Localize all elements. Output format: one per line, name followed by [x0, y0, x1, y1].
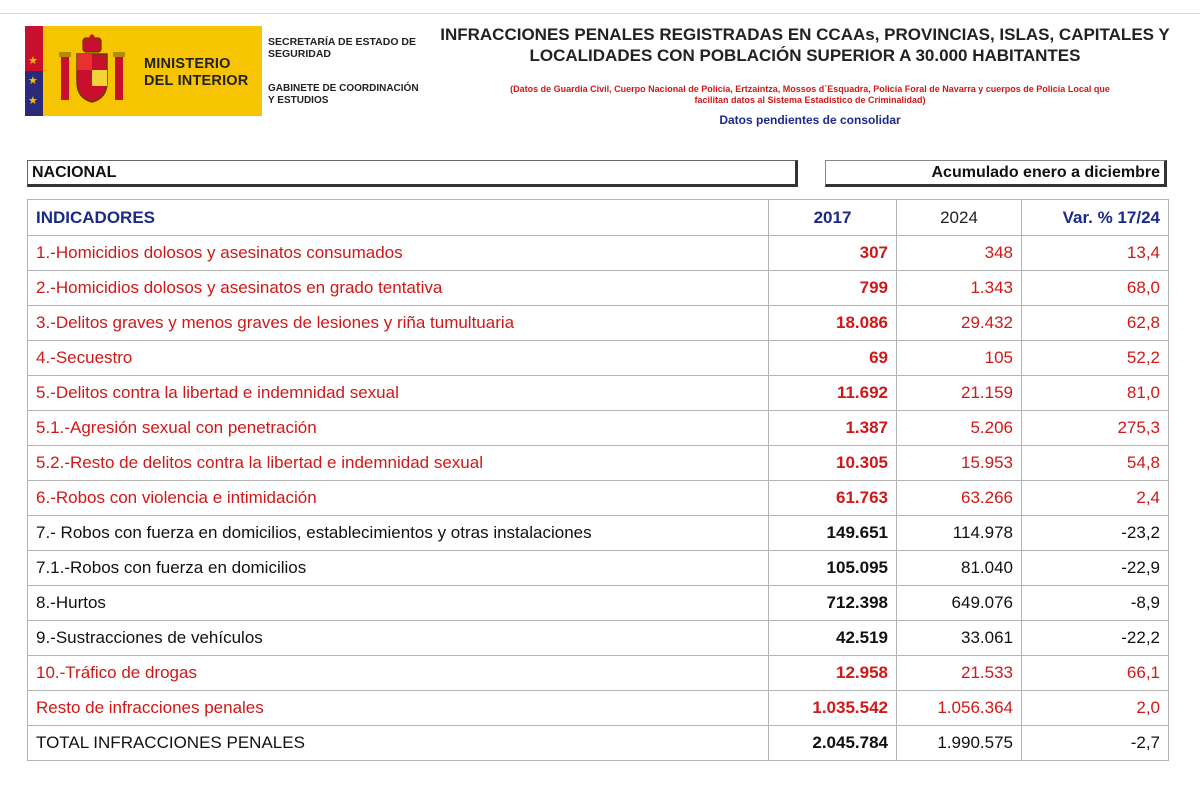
variation-percent: 66,1	[1022, 656, 1169, 691]
value-2017: 10.305	[769, 446, 897, 481]
indicator-label: 3.-Delitos graves y menos graves de lesiones y riña tumultuaria	[28, 306, 769, 341]
table-row	[28, 341, 1169, 376]
table-row	[28, 481, 1169, 516]
table-row	[28, 726, 1169, 761]
gabinete-label: GABINETE DE COORDINACIÓN Y ESTUDIOS	[268, 83, 419, 106]
report-title: INFRACCIONES PENALES REGISTRADAS EN CCAAs, PROVINCIAS, ISLAS, CAPITALES Y LOCALIDADES CON POBLACIÓN SUPERIOR A 30.000 HABITANTES	[440, 25, 1170, 65]
table-row	[28, 551, 1169, 586]
variation-percent: -22,9	[1022, 551, 1169, 586]
indicator-label: 9.-Sustracciones de vehículos	[28, 621, 769, 656]
value-2024: 33.061	[897, 621, 1022, 656]
value-2024: 114.978	[897, 516, 1022, 551]
indicator-label: 10.-Tráfico de drogas	[28, 656, 769, 691]
variation-percent: 68,0	[1022, 271, 1169, 306]
variation-percent: 81,0	[1022, 376, 1169, 411]
indicator-label: 2.-Homicidios dolosos y asesinatos en grado tentativa	[28, 271, 769, 306]
value-2017: 105.095	[769, 551, 897, 586]
value-2017: 11.692	[769, 376, 897, 411]
value-2024: 649.076	[897, 586, 1022, 621]
indicator-label: 5.1.-Agresión sexual con penetración	[28, 411, 769, 446]
value-2017: 799	[769, 271, 897, 306]
top-divider	[0, 13, 1200, 14]
value-2024: 105	[897, 341, 1022, 376]
value-2024: 348	[897, 236, 1022, 271]
variation-percent: -23,2	[1022, 516, 1169, 551]
value-2017: 307	[769, 236, 897, 271]
value-2024: 1.990.575	[897, 726, 1022, 761]
indicator-label: 7.- Robos con fuerza en domicilios, establecimientos y otras instalaciones	[28, 516, 769, 551]
table-row	[28, 411, 1169, 446]
ministry-name: MINISTERIO DEL INTERIOR	[144, 56, 249, 89]
period-box: Acumulado enero a diciembre	[825, 160, 1167, 187]
pending-notice: Datos pendientes de consolidar	[719, 113, 901, 127]
variation-percent: 13,4	[1022, 236, 1169, 271]
value-2024: 81.040	[897, 551, 1022, 586]
scope-box: NACIONAL	[27, 160, 798, 187]
table-row	[28, 271, 1169, 306]
variation-percent: 62,8	[1022, 306, 1169, 341]
indicator-label: 5.-Delitos contra la libertad e indemnidad sexual	[28, 376, 769, 411]
coat-of-arms-icon	[57, 34, 127, 110]
header-variation: Var. % 17/24	[1022, 200, 1169, 236]
crime-table	[27, 199, 1169, 761]
value-2017: 42.519	[769, 621, 897, 656]
indicator-label: Resto de infracciones penales	[28, 691, 769, 726]
value-2024: 29.432	[897, 306, 1022, 341]
value-2024: 1.343	[897, 271, 1022, 306]
variation-percent: 275,3	[1022, 411, 1169, 446]
value-2017: 2.045.784	[769, 726, 897, 761]
value-2017: 1.387	[769, 411, 897, 446]
value-2017: 69	[769, 341, 897, 376]
variation-percent: -8,9	[1022, 586, 1169, 621]
variation-percent: -2,7	[1022, 726, 1169, 761]
variation-percent: 2,4	[1022, 481, 1169, 516]
table-row	[28, 516, 1169, 551]
value-2017: 18.086	[769, 306, 897, 341]
table-row	[28, 691, 1169, 726]
value-2024: 1.056.364	[897, 691, 1022, 726]
indicator-label: 4.-Secuestro	[28, 341, 769, 376]
table-row	[28, 446, 1169, 481]
table-row	[28, 236, 1169, 271]
variation-percent: -22,2	[1022, 621, 1169, 656]
table-row	[28, 376, 1169, 411]
indicator-label: 5.2.-Resto de delitos contra la libertad e indemnidad sexual	[28, 446, 769, 481]
indicator-label: 6.-Robos con violencia e intimidación	[28, 481, 769, 516]
value-2017: 712.398	[769, 586, 897, 621]
value-2017: 12.958	[769, 656, 897, 691]
header-indicadores: INDICADORES	[28, 200, 769, 236]
variation-percent: 54,8	[1022, 446, 1169, 481]
secretaria-label: SECRETARÍA DE ESTADO DE SEGURIDAD	[268, 36, 416, 60]
table-row	[28, 621, 1169, 656]
value-2024: 21.159	[897, 376, 1022, 411]
indicator-label: 1.-Homicidios dolosos y asesinatos consumados	[28, 236, 769, 271]
variation-percent: 52,2	[1022, 341, 1169, 376]
indicator-label: TOTAL INFRACCIONES PENALES	[28, 726, 769, 761]
value-2017: 1.035.542	[769, 691, 897, 726]
value-2024: 21.533	[897, 656, 1022, 691]
indicator-label: 8.-Hurtos	[28, 586, 769, 621]
indicator-label: 7.1.-Robos con fuerza en domicilios	[28, 551, 769, 586]
header-2017: 2017	[769, 200, 897, 236]
data-sources-note: (Datos de Guardia Civil, Cuerpo Nacional de Policía, Ertzaintza, Mossos d´Esquadra, Policía Foral de Navarra y cuerpos de Policía Local que facilitan datos al Sistema Estadístico de Criminalidad)	[510, 84, 1110, 105]
value-2024: 15.953	[897, 446, 1022, 481]
table-header-row	[28, 200, 1169, 236]
value-2024: 63.266	[897, 481, 1022, 516]
value-2017: 61.763	[769, 481, 897, 516]
value-2024: 5.206	[897, 411, 1022, 446]
table-row	[28, 586, 1169, 621]
eu-flag-stripe: ★ ★ ★	[25, 26, 43, 116]
value-2017: 149.651	[769, 516, 897, 551]
table-row	[28, 656, 1169, 691]
header-2024: 2024	[897, 200, 1022, 236]
variation-percent: 2,0	[1022, 691, 1169, 726]
table-row	[28, 306, 1169, 341]
ministry-logo	[25, 26, 262, 116]
